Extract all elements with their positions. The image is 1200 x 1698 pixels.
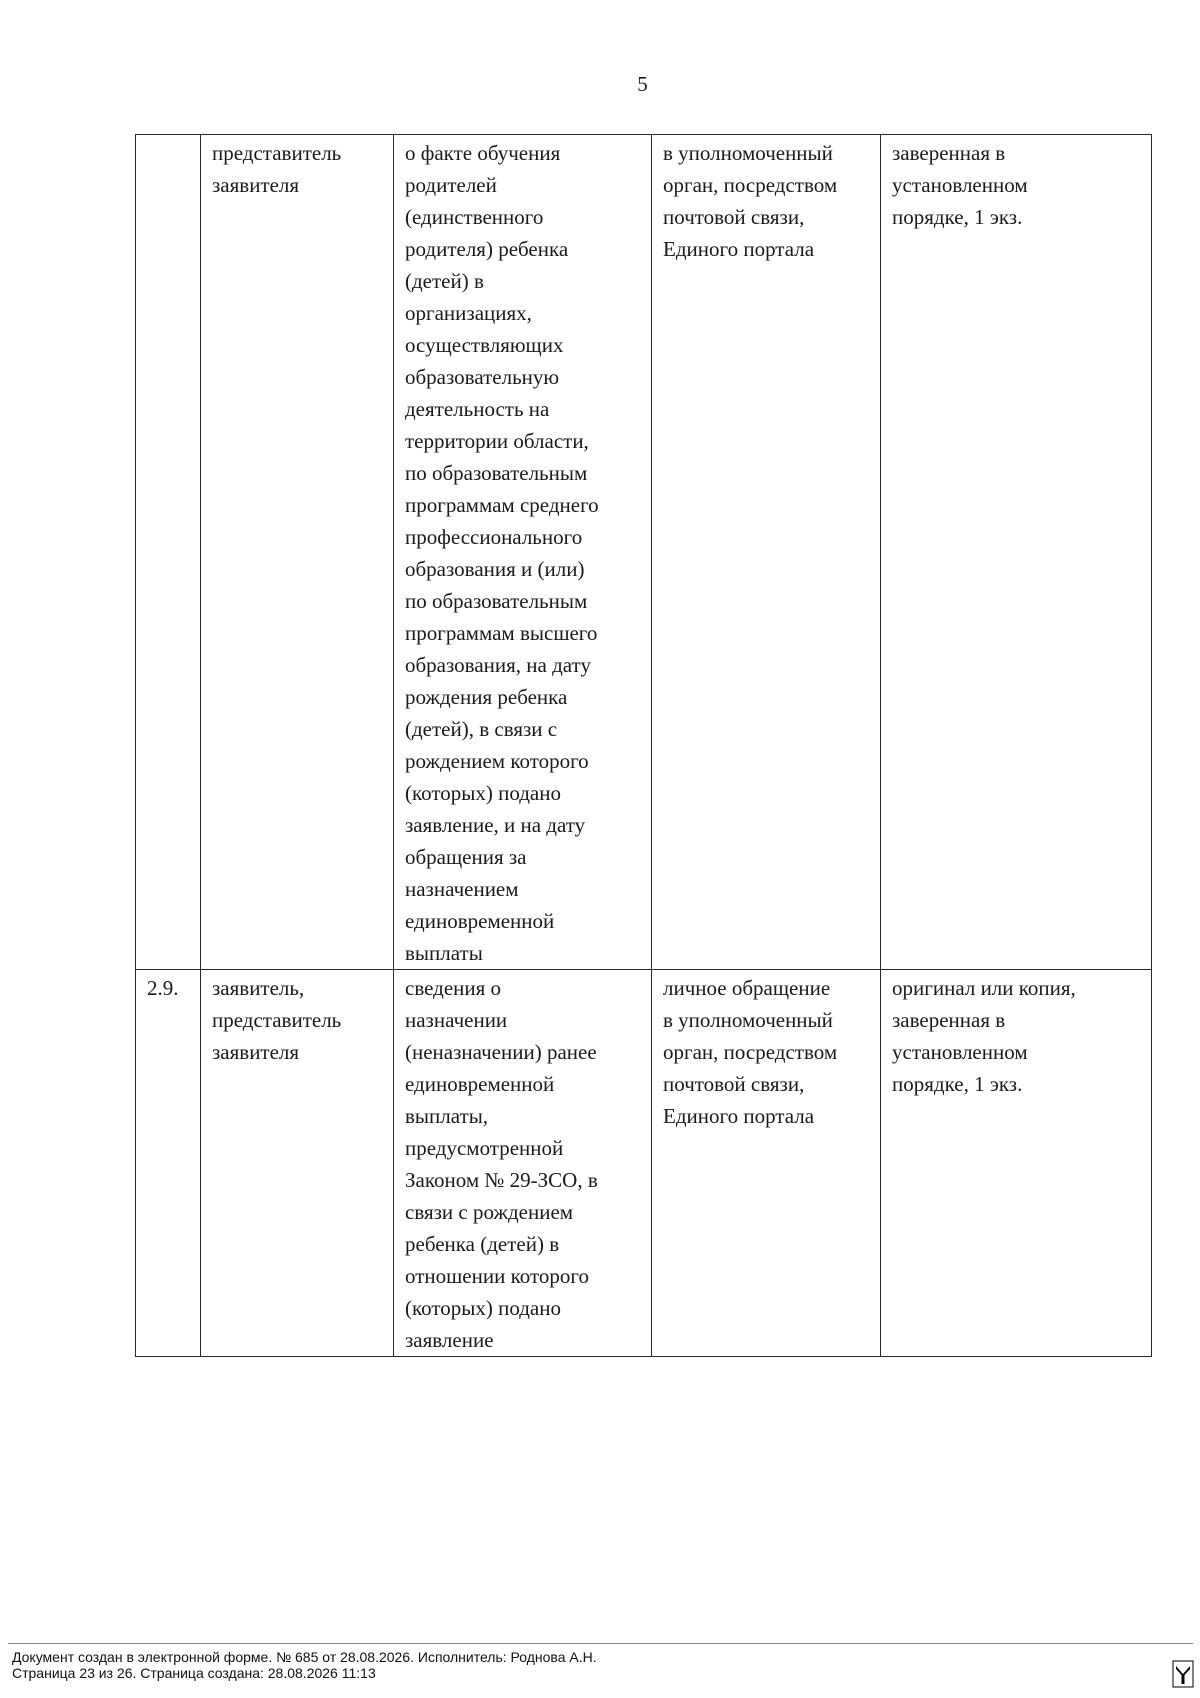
footer-divider <box>8 1643 1193 1644</box>
applicant-cell: представитель заявителя <box>201 135 394 970</box>
submission-method-cell: личное обращение в уполномоченный орган, посредством почтовой связи, Единого портала <box>652 970 881 1357</box>
document-footer <box>12 1649 597 1681</box>
document-description-cell: сведения о назначении (неназначении) ранее единовременной выплаты, предусмотренной Законом № 29-ЗСО, в связи с рождением ребенка (детей) в отношении которого (которых) подано заявление <box>394 970 652 1357</box>
requirements-table <box>135 134 1152 1357</box>
document-form-cell: заверенная в установленном порядке, 1 экз. <box>881 135 1152 970</box>
emblem-icon <box>1172 1660 1194 1688</box>
document-form-cell: оригинал или копия, заверенная в установленном порядке, 1 экз. <box>881 970 1152 1357</box>
row-number-cell: 2.9. <box>136 970 201 1357</box>
applicant-cell: заявитель, представитель заявителя <box>201 970 394 1357</box>
document-description-cell: о факте обучения родителей (единственного родителя) ребенка (детей) в организациях, осуществляющих образовательную деятельность на территории области, по образовательным программам среднего профессионального образования и (или) по образовательным программам высшего образования, на дату рождения ребенка (детей), в связи с рождением которого (которых) подано заявление, и на дату обращения за назначением единовременной выплаты <box>394 135 652 970</box>
footer-page-info: Страница 23 из 26. Страница создана: 28.08.2026 11:13 <box>12 1665 376 1681</box>
page-number: 5 <box>637 72 648 96</box>
table-row <box>136 135 1152 970</box>
footer-document-info: Документ создан в электронной форме. № 685 от 28.08.2026. Исполнитель: Роднова А.Н. <box>12 1649 597 1665</box>
row-number-cell <box>136 135 201 970</box>
submission-method-cell: в уполномоченный орган, посредством почтовой связи, Единого портала <box>652 135 881 970</box>
table-row <box>136 970 1152 1357</box>
